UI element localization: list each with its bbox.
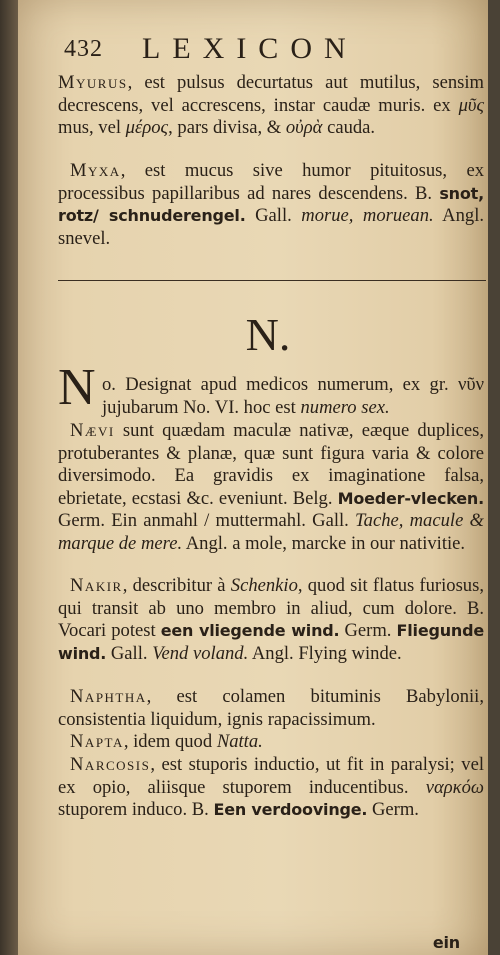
french-term: morue, moruean.: [301, 205, 434, 226]
entry-naphtha: [58, 686, 484, 731]
belgian-term: Moeder-vlecken.: [337, 488, 484, 508]
italic-phrase: numero sex.: [300, 396, 390, 418]
entry-naevi: [58, 420, 484, 555]
entry-text: , describitur à: [122, 575, 226, 596]
english-term: Angl. snevel.: [58, 205, 485, 249]
greek-word: μῦς: [458, 94, 484, 116]
entry-text: , est mucus sive humor pituitosus, ex processibus papillaribus ad nares descendens. B.: [58, 160, 484, 204]
book-gutter: [0, 0, 18, 955]
belgian-term: snot, rotz/ schnuderengel.: [58, 183, 484, 225]
italic-phrase: Natta.: [216, 731, 263, 752]
germ-label: Germ.: [371, 799, 419, 820]
entry-text: , pars divisa, &: [168, 117, 282, 138]
entry-no: [102, 374, 484, 419]
book-page: [18, 0, 488, 955]
english-term: Angl. Flying winde.: [251, 642, 402, 664]
entry-text: , est stuporis inductio, ut fit in paralysi; vel ex opio, aliisque stuporem inducentibus.: [58, 754, 484, 798]
entry-text: , idem quod: [123, 731, 213, 752]
germ-label: Germ.: [344, 620, 392, 641]
catchword: ein: [432, 933, 460, 952]
german-term: Fliegunde wind.: [58, 621, 485, 663]
entry-text: sunt quædam maculæ nativæ, eæque duplices, protuberantes & planæ, quæ sunt figura varia & colore diversimodo. Ea gravidis ex imaginatione falsa, ebrietate, ecstasi &c. eveniunt. Belg.: [58, 420, 484, 509]
headword: Nakir: [70, 575, 123, 596]
entry-text: stuporem induco. B.: [58, 799, 209, 820]
belgian-term: Een verdoovinge.: [213, 800, 368, 819]
german-term: Germ. Ein anmahl / muttermahl.: [58, 510, 306, 531]
greek-word: μέρος: [125, 117, 169, 138]
page-number: 432: [64, 36, 103, 62]
greek-word: ναρκόω: [425, 776, 484, 798]
entry-nakir: [58, 575, 484, 665]
entry-narcosis: [58, 754, 484, 822]
author-name: Schenkio: [230, 575, 298, 596]
headword: Napta: [70, 731, 124, 752]
gall-label: Gall.: [255, 205, 292, 226]
english-term: Angl. a mole, marcke in our nativitie.: [185, 532, 466, 554]
greek-word: οὐρὰ: [285, 117, 323, 138]
page-header: [64, 30, 474, 70]
entry-myurus: [58, 72, 484, 140]
headword: Narcosis: [70, 754, 151, 775]
belgian-term: een vliegende wind.: [160, 621, 340, 640]
gall-label: Gall.: [110, 642, 148, 664]
entry-text: mus, vel: [58, 117, 122, 138]
entry-napta: [58, 731, 484, 754]
entry-text: , est colamen bituminis Babylonii, consistentia liquidum, ignis rapacissimum.: [58, 686, 484, 730]
headword: Myxa: [70, 160, 121, 181]
gall-label: Gall.: [312, 510, 349, 531]
headword: Naphtha: [70, 686, 147, 707]
french-term: Tache, macule & marque de mere.: [58, 510, 484, 554]
entry-text: , est pulsus decurtatus aut mutilus, sensim decrescens, vel accrescens, instar caudæ muris. ex: [58, 72, 484, 116]
section-letter: N.: [245, 309, 291, 360]
headword: Myurus: [58, 72, 128, 93]
entry-text: , quod sit flatus furiosus, qui transit ab uno membro in aliud, cum dolore. B. Vocari potest: [58, 575, 484, 641]
section-divider: [58, 280, 486, 281]
entry-myxa: [58, 160, 484, 250]
entry-text: cauda.: [327, 117, 376, 138]
entry-text: o. Designat apud medicos numerum, ex gr. νῦν jujubarum No. VI. hoc est: [102, 374, 484, 418]
drop-cap: N: [58, 359, 96, 416]
headword: Nævi: [70, 420, 115, 441]
running-title: LEXICON: [142, 32, 358, 65]
french-term: Vend voland.: [152, 642, 249, 664]
